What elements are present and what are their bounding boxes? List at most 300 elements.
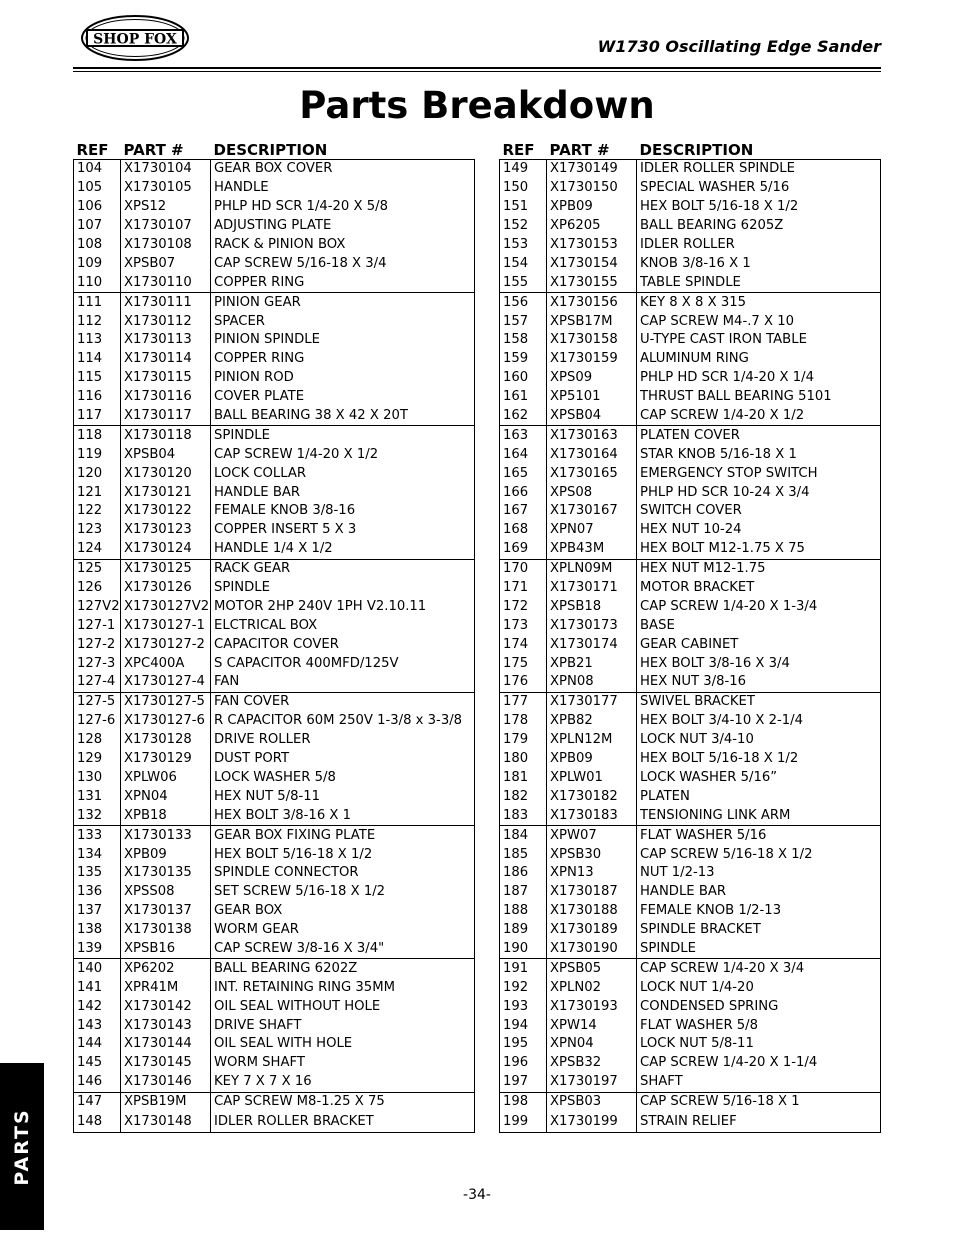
ref-cell: 196 xyxy=(500,1054,547,1073)
part-number-cell: X1730115 xyxy=(121,369,211,388)
ref-cell: 157 xyxy=(500,312,547,331)
part-number-cell: X1730118 xyxy=(121,426,211,445)
table-row xyxy=(500,883,881,902)
description-cell: MOTOR 2HP 240V 1PH V2.10.11 xyxy=(211,597,475,616)
table-row xyxy=(74,692,475,711)
ref-cell: 199 xyxy=(500,1112,547,1133)
table-row xyxy=(500,1016,881,1035)
description-cell: BALL BEARING 6202Z xyxy=(211,959,475,978)
part-number-cell: X1730127-1 xyxy=(121,616,211,635)
table-row xyxy=(500,1112,881,1133)
description-cell: COPPER RING xyxy=(211,273,475,292)
part-number-cell: XPSB04 xyxy=(121,445,211,464)
table-row xyxy=(500,845,881,864)
description-cell: GEAR BOX FIXING PLATE xyxy=(211,826,475,845)
description-cell: CONDENSED SPRING xyxy=(637,997,881,1016)
part-number-cell: XPN04 xyxy=(547,1035,637,1054)
table-row xyxy=(74,978,475,997)
part-number-cell: XPN08 xyxy=(547,673,637,692)
shop-fox-logo xyxy=(80,14,190,62)
table-row xyxy=(74,1073,475,1092)
table-row xyxy=(500,712,881,731)
part-number-cell: X1730138 xyxy=(121,921,211,940)
part-number-cell: XPS08 xyxy=(547,483,637,502)
part-number-cell: X1730199 xyxy=(547,1112,637,1133)
ref-cell: 116 xyxy=(74,388,121,407)
part-number-cell: X1730156 xyxy=(547,293,637,312)
part-number-cell: XPLN09M xyxy=(547,559,637,578)
ref-cell: 159 xyxy=(500,350,547,369)
description-cell: KEY 8 X 8 X 315 xyxy=(637,293,881,312)
part-number-cell: X1730122 xyxy=(121,502,211,521)
ref-cell: 130 xyxy=(74,769,121,788)
part-number-cell: X1730128 xyxy=(121,731,211,750)
ref-cell: 117 xyxy=(74,407,121,426)
ref-cell: 108 xyxy=(74,236,121,255)
description-cell: RACK GEAR xyxy=(211,559,475,578)
description-cell: HEX NUT 3/8-16 xyxy=(637,673,881,692)
part-number-cell: X1730193 xyxy=(547,997,637,1016)
description-cell: IDLER ROLLER SPINDLE xyxy=(637,160,881,179)
ref-cell: 155 xyxy=(500,273,547,292)
part-number-cell: X1730188 xyxy=(547,902,637,921)
part-number-cell: X1730190 xyxy=(547,940,637,959)
part-number-cell: X1730158 xyxy=(547,331,637,350)
part-number-cell: XPSB32 xyxy=(547,1054,637,1073)
table-row xyxy=(500,769,881,788)
ref-cell: 195 xyxy=(500,1035,547,1054)
ref-cell: 128 xyxy=(74,731,121,750)
ref-cell: 164 xyxy=(500,445,547,464)
ref-cell: 179 xyxy=(500,731,547,750)
section-tab-label: PARTS xyxy=(11,1107,33,1186)
table-row xyxy=(500,350,881,369)
description-cell: HEX BOLT M12-1.75 X 75 xyxy=(637,540,881,559)
table-row xyxy=(74,769,475,788)
description-cell: ELCTRICAL BOX xyxy=(211,616,475,635)
table-row xyxy=(74,502,475,521)
description-cell: HEX BOLT 5/16-18 X 1/2 xyxy=(637,198,881,217)
table-row xyxy=(500,635,881,654)
description-cell: CAP SCREW 1/4-20 X 1/2 xyxy=(637,407,881,426)
description-cell: TABLE SPINDLE xyxy=(637,273,881,292)
table-row xyxy=(500,407,881,426)
table-row xyxy=(74,921,475,940)
ref-cell: 167 xyxy=(500,502,547,521)
description-cell: HEX NUT 5/8-11 xyxy=(211,787,475,806)
ref-cell: 129 xyxy=(74,750,121,769)
document-title: W1730 Oscillating Edge Sander xyxy=(597,37,881,56)
part-number-cell: X1730124 xyxy=(121,540,211,559)
description-cell: CAP SCREW M4-.7 X 10 xyxy=(637,312,881,331)
table-row xyxy=(74,787,475,806)
part-number-cell: X1730127V2 xyxy=(121,597,211,616)
part-number-cell: X1730121 xyxy=(121,483,211,502)
description-cell: SWIVEL BRACKET xyxy=(637,692,881,711)
ref-cell: 197 xyxy=(500,1073,547,1092)
description-cell: WORM SHAFT xyxy=(211,1054,475,1073)
ref-cell: 127-2 xyxy=(74,635,121,654)
description-cell: TENSIONING LINK ARM xyxy=(637,806,881,825)
ref-cell: 153 xyxy=(500,236,547,255)
part-number-cell: XPSB17M xyxy=(547,312,637,331)
description-cell: PLATEN xyxy=(637,787,881,806)
description-cell: GEAR BOX COVER xyxy=(211,160,475,179)
description-cell: STRAIN RELIEF xyxy=(637,1112,881,1133)
table-row xyxy=(500,673,881,692)
ref-cell: 120 xyxy=(74,464,121,483)
ref-cell: 168 xyxy=(500,521,547,540)
table-row xyxy=(74,1054,475,1073)
part-number-cell: X1730127-2 xyxy=(121,635,211,654)
table-row xyxy=(500,750,881,769)
ref-cell: 119 xyxy=(74,445,121,464)
description-cell: COPPER RING xyxy=(211,350,475,369)
ref-cell: 122 xyxy=(74,502,121,521)
table-row xyxy=(500,273,881,292)
ref-cell: 105 xyxy=(74,179,121,198)
description-cell: S CAPACITOR 400MFD/125V xyxy=(211,654,475,673)
table-row xyxy=(500,559,881,578)
part-number-cell: XPLW06 xyxy=(121,769,211,788)
table-row xyxy=(74,160,475,179)
table-row xyxy=(500,502,881,521)
header-rule-thin xyxy=(73,71,881,72)
part-number-cell: X1730144 xyxy=(121,1035,211,1054)
part-number-cell: X1730113 xyxy=(121,331,211,350)
ref-cell: 173 xyxy=(500,616,547,635)
table-row xyxy=(500,1054,881,1073)
table-row xyxy=(500,426,881,445)
ref-cell: 175 xyxy=(500,654,547,673)
part-number-cell: X1730159 xyxy=(547,350,637,369)
ref-cell: 187 xyxy=(500,883,547,902)
part-number-cell: X1730120 xyxy=(121,464,211,483)
table-row xyxy=(74,217,475,236)
part-number-cell: X1730182 xyxy=(547,787,637,806)
part-number-cell: XPSB16 xyxy=(121,940,211,959)
ref-cell: 189 xyxy=(500,921,547,940)
ref-cell: 184 xyxy=(500,826,547,845)
table-row xyxy=(74,1092,475,1111)
table-row xyxy=(500,331,881,350)
description-cell: FLAT WASHER 5/16 xyxy=(637,826,881,845)
description-cell: STAR KNOB 5/16-18 X 1 xyxy=(637,445,881,464)
description-cell: SPINDLE CONNECTOR xyxy=(211,864,475,883)
part-number-cell: X1730126 xyxy=(121,579,211,598)
description-cell: DRIVE ROLLER xyxy=(211,731,475,750)
ref-cell: 152 xyxy=(500,217,547,236)
description-cell: FEMALE KNOB 3/8-16 xyxy=(211,502,475,521)
table-row xyxy=(500,254,881,273)
table-row xyxy=(500,160,881,179)
description-cell: SPINDLE BRACKET xyxy=(637,921,881,940)
ref-cell: 132 xyxy=(74,806,121,825)
table-row xyxy=(500,787,881,806)
ref-cell: 127-5 xyxy=(74,692,121,711)
description-cell: CAP SCREW 5/16-18 X 1/2 xyxy=(637,845,881,864)
parts-table-right-body xyxy=(500,160,881,1133)
ref-cell: 114 xyxy=(74,350,121,369)
column-header-description: DESCRIPTION xyxy=(639,141,754,159)
part-number-cell: XPB82 xyxy=(547,712,637,731)
part-number-cell: XP6202 xyxy=(121,959,211,978)
ref-cell: 161 xyxy=(500,388,547,407)
parts-table-right xyxy=(499,137,881,1133)
part-number-cell: XPSB19M xyxy=(121,1092,211,1111)
table-row xyxy=(74,673,475,692)
table-row xyxy=(500,445,881,464)
description-cell: IDLER ROLLER xyxy=(637,236,881,255)
table-row xyxy=(74,236,475,255)
ref-cell: 181 xyxy=(500,769,547,788)
table-row xyxy=(74,407,475,426)
description-cell: CAP SCREW 1/4-20 X 1/2 xyxy=(211,445,475,464)
description-cell: CAP SCREW 1/4-20 X 3/4 xyxy=(637,959,881,978)
part-number-cell: XPS12 xyxy=(121,198,211,217)
description-cell: LOCK COLLAR xyxy=(211,464,475,483)
page-title: Parts Breakdown xyxy=(299,84,655,127)
header-rule xyxy=(73,67,881,69)
ref-cell: 121 xyxy=(74,483,121,502)
part-number-cell: X1730146 xyxy=(121,1073,211,1092)
ref-cell: 143 xyxy=(74,1016,121,1035)
part-number-cell: XPW14 xyxy=(547,1016,637,1035)
description-cell: FLAT WASHER 5/8 xyxy=(637,1016,881,1035)
part-number-cell: X1730111 xyxy=(121,293,211,312)
description-cell: COPPER INSERT 5 X 3 xyxy=(211,521,475,540)
ref-cell: 174 xyxy=(500,635,547,654)
part-number-cell: X1730153 xyxy=(547,236,637,255)
description-cell: PINION SPINDLE xyxy=(211,331,475,350)
part-number-cell: X1730189 xyxy=(547,921,637,940)
ref-cell: 192 xyxy=(500,978,547,997)
ref-cell: 140 xyxy=(74,959,121,978)
column-header-ref: REF xyxy=(502,141,535,159)
ref-cell: 142 xyxy=(74,997,121,1016)
table-row xyxy=(74,1035,475,1054)
part-number-cell: X1730107 xyxy=(121,217,211,236)
ref-cell: 191 xyxy=(500,959,547,978)
column-header-part: PART # xyxy=(123,141,184,159)
description-cell: PINION ROD xyxy=(211,369,475,388)
ref-cell: 141 xyxy=(74,978,121,997)
part-number-cell: X1730173 xyxy=(547,616,637,635)
table-row xyxy=(500,616,881,635)
table-row xyxy=(74,826,475,845)
table-row xyxy=(74,388,475,407)
part-number-cell: XPSB03 xyxy=(547,1092,637,1111)
part-number-cell: X1730149 xyxy=(547,160,637,179)
description-cell: GEAR CABINET xyxy=(637,635,881,654)
description-cell: RACK & PINION BOX xyxy=(211,236,475,255)
ref-cell: 126 xyxy=(74,579,121,598)
table-row xyxy=(74,179,475,198)
description-cell: FAN COVER xyxy=(211,692,475,711)
table-header-row xyxy=(500,137,881,160)
ref-cell: 182 xyxy=(500,787,547,806)
table-row xyxy=(500,806,881,825)
part-number-cell: XPN07 xyxy=(547,521,637,540)
table-row xyxy=(500,236,881,255)
ref-cell: 171 xyxy=(500,579,547,598)
ref-cell: 176 xyxy=(500,673,547,692)
table-row xyxy=(74,350,475,369)
part-number-cell: X1730123 xyxy=(121,521,211,540)
table-row xyxy=(74,902,475,921)
description-cell: HEX BOLT 3/4-10 X 2-1/4 xyxy=(637,712,881,731)
part-number-cell: X1730154 xyxy=(547,254,637,273)
table-header-row xyxy=(74,137,475,160)
ref-cell: 137 xyxy=(74,902,121,921)
ref-cell: 180 xyxy=(500,750,547,769)
table-row xyxy=(74,940,475,959)
table-row xyxy=(74,864,475,883)
description-cell: SPECIAL WASHER 5/16 xyxy=(637,179,881,198)
ref-cell: 124 xyxy=(74,540,121,559)
description-cell: SWITCH COVER xyxy=(637,502,881,521)
table-row xyxy=(500,179,881,198)
description-cell: HANDLE BAR xyxy=(637,883,881,902)
table-row xyxy=(74,1112,475,1133)
table-row xyxy=(74,198,475,217)
svg-text:SHOP FOX: SHOP FOX xyxy=(93,31,177,48)
description-cell: CAP SCREW 3/8-16 X 3/4" xyxy=(211,940,475,959)
description-cell: HEX NUT M12-1.75 xyxy=(637,559,881,578)
description-cell: CAPACITOR COVER xyxy=(211,635,475,654)
ref-cell: 146 xyxy=(74,1073,121,1092)
table-row xyxy=(500,540,881,559)
table-row xyxy=(500,731,881,750)
part-number-cell: X1730135 xyxy=(121,864,211,883)
part-number-cell: XPN13 xyxy=(547,864,637,883)
ref-cell: 169 xyxy=(500,540,547,559)
ref-cell: 136 xyxy=(74,883,121,902)
part-number-cell: X1730167 xyxy=(547,502,637,521)
ref-cell: 194 xyxy=(500,1016,547,1035)
part-number-cell: XPB18 xyxy=(121,806,211,825)
column-header-part: PART # xyxy=(549,141,610,159)
part-number-cell: XP6205 xyxy=(547,217,637,236)
ref-cell: 151 xyxy=(500,198,547,217)
table-row xyxy=(500,198,881,217)
part-number-cell: X1730137 xyxy=(121,902,211,921)
table-row xyxy=(500,826,881,845)
table-row xyxy=(500,902,881,921)
ref-cell: 198 xyxy=(500,1092,547,1111)
description-cell: NUT 1/2-13 xyxy=(637,864,881,883)
table-row xyxy=(74,273,475,292)
ref-cell: 172 xyxy=(500,597,547,616)
description-cell: IDLER ROLLER BRACKET xyxy=(211,1112,475,1133)
ref-cell: 188 xyxy=(500,902,547,921)
ref-cell: 113 xyxy=(74,331,121,350)
table-row xyxy=(74,712,475,731)
ref-cell: 144 xyxy=(74,1035,121,1054)
description-cell: HEX NUT 10-24 xyxy=(637,521,881,540)
description-cell: BALL BEARING 6205Z xyxy=(637,217,881,236)
table-row xyxy=(74,806,475,825)
part-number-cell: X1730174 xyxy=(547,635,637,654)
description-cell: SHAFT xyxy=(637,1073,881,1092)
table-row xyxy=(500,369,881,388)
table-row xyxy=(74,616,475,635)
table-row xyxy=(500,940,881,959)
ref-cell: 107 xyxy=(74,217,121,236)
table-row xyxy=(500,217,881,236)
part-number-cell: X1730127-4 xyxy=(121,673,211,692)
table-row xyxy=(74,597,475,616)
description-cell: EMERGENCY STOP SWITCH xyxy=(637,464,881,483)
description-cell: PHLP HD SCR 1/4-20 X 5/8 xyxy=(211,198,475,217)
parts-table-left xyxy=(73,137,475,1133)
part-number-cell: X1730127-5 xyxy=(121,692,211,711)
part-number-cell: X1730143 xyxy=(121,1016,211,1035)
description-cell: ADJUSTING PLATE xyxy=(211,217,475,236)
description-cell: FEMALE KNOB 1/2-13 xyxy=(637,902,881,921)
part-number-cell: X1730104 xyxy=(121,160,211,179)
description-cell: CAP SCREW 5/16-18 X 1 xyxy=(637,1092,881,1111)
ref-cell: 170 xyxy=(500,559,547,578)
description-cell: HANDLE BAR xyxy=(211,483,475,502)
ref-cell: 135 xyxy=(74,864,121,883)
description-cell: HANDLE 1/4 X 1/2 xyxy=(211,540,475,559)
table-row xyxy=(74,959,475,978)
description-cell: DRIVE SHAFT xyxy=(211,1016,475,1035)
part-number-cell: X1730187 xyxy=(547,883,637,902)
table-row xyxy=(500,1092,881,1111)
part-number-cell: X1730127-6 xyxy=(121,712,211,731)
part-number-cell: X1730177 xyxy=(547,692,637,711)
table-row xyxy=(500,692,881,711)
description-cell: SET SCREW 5/16-18 X 1/2 xyxy=(211,883,475,902)
table-row xyxy=(500,388,881,407)
ref-cell: 147 xyxy=(74,1092,121,1111)
ref-cell: 166 xyxy=(500,483,547,502)
description-cell: MOTOR BRACKET xyxy=(637,579,881,598)
description-cell: CAP SCREW 1/4-20 X 1-1/4 xyxy=(637,1054,881,1073)
part-number-cell: XPB21 xyxy=(547,654,637,673)
table-row xyxy=(500,978,881,997)
part-number-cell: XPB43M xyxy=(547,540,637,559)
ref-cell: 163 xyxy=(500,426,547,445)
ref-cell: 183 xyxy=(500,806,547,825)
part-number-cell: X1730163 xyxy=(547,426,637,445)
table-row xyxy=(74,559,475,578)
ref-cell: 123 xyxy=(74,521,121,540)
description-cell: LOCK NUT 3/4-10 xyxy=(637,731,881,750)
description-cell: OIL SEAL WITH HOLE xyxy=(211,1035,475,1054)
description-cell: HEX BOLT 3/8-16 X 1 xyxy=(211,806,475,825)
part-number-cell: X1730183 xyxy=(547,806,637,825)
ref-cell: 127-4 xyxy=(74,673,121,692)
part-number-cell: X1730116 xyxy=(121,388,211,407)
ref-cell: 138 xyxy=(74,921,121,940)
table-row xyxy=(74,654,475,673)
part-number-cell: XPLW01 xyxy=(547,769,637,788)
table-row xyxy=(500,1073,881,1092)
ref-cell: 112 xyxy=(74,312,121,331)
description-cell: PLATEN COVER xyxy=(637,426,881,445)
part-number-cell: XP5101 xyxy=(547,388,637,407)
description-cell: COVER PLATE xyxy=(211,388,475,407)
table-row xyxy=(500,464,881,483)
table-row xyxy=(500,997,881,1016)
ref-cell: 185 xyxy=(500,845,547,864)
table-row xyxy=(74,579,475,598)
description-cell: LOCK NUT 5/8-11 xyxy=(637,1035,881,1054)
ref-cell: 162 xyxy=(500,407,547,426)
